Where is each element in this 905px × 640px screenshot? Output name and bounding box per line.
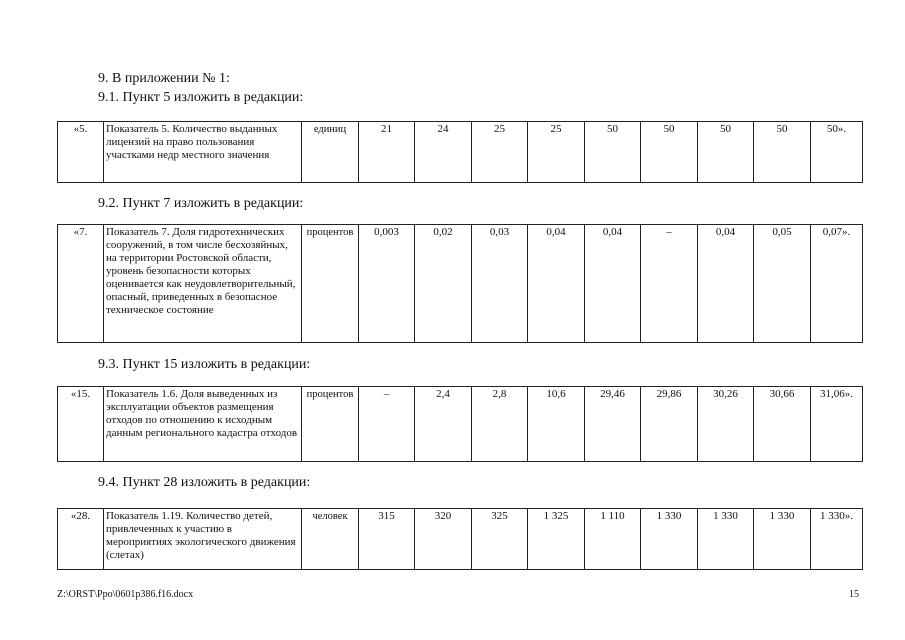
page-number: 15	[849, 589, 859, 600]
value-cell: 320	[415, 509, 472, 570]
heading-point-15: 9.3. Пункт 15 изложить в редакции:	[98, 357, 311, 372]
value-cell: 1 330».	[811, 509, 863, 570]
value-cell: 1 330	[698, 509, 754, 570]
value-cell: 2,4	[415, 387, 472, 462]
value-cell: 325	[472, 509, 528, 570]
value-cell: 29,86	[641, 387, 698, 462]
value-cell: 50	[754, 122, 811, 183]
unit-cell: единиц	[302, 122, 359, 183]
value-cell: 50	[641, 122, 698, 183]
value-cell: 50	[585, 122, 641, 183]
indicator-description: Показатель 1.19. Количество детей, привлеченных к участию в мероприятиях экологического движения (слетах)	[104, 509, 302, 570]
table-row	[58, 122, 863, 183]
unit-cell: человек	[302, 509, 359, 570]
value-cell: 50».	[811, 122, 863, 183]
table-point-28	[57, 508, 863, 570]
value-cell: 30,66	[754, 387, 811, 462]
heading-point-7: 9.2. Пункт 7 изложить в редакции:	[98, 196, 304, 211]
value-cell: –	[641, 225, 698, 343]
value-cell: 0,04	[528, 225, 585, 343]
unit-cell: процентов	[302, 225, 359, 343]
heading-point-5: 9.1. Пункт 5 изложить в редакции:	[98, 90, 304, 105]
unit-cell: процентов	[302, 387, 359, 462]
row-number: «15.	[58, 387, 104, 462]
indicator-description: Показатель 7. Доля гидротехнических сооружений, в том числе бесхозяйных, на территории Ростовской области, уровень безопасности которых оценивается как неудовлетворительный, опасный, приведенных в безопасное техническое состояние	[104, 225, 302, 343]
value-cell: 30,26	[698, 387, 754, 462]
value-cell: 1 330	[754, 509, 811, 570]
row-number: «28.	[58, 509, 104, 570]
value-cell: 25	[528, 122, 585, 183]
value-cell: 21	[359, 122, 415, 183]
value-cell: 0,04	[698, 225, 754, 343]
value-cell: 24	[415, 122, 472, 183]
table-point-15	[57, 386, 863, 462]
value-cell: 1 110	[585, 509, 641, 570]
value-cell: 0,003	[359, 225, 415, 343]
row-number: «5.	[58, 122, 104, 183]
table-row	[58, 225, 863, 343]
value-cell: 0,05	[754, 225, 811, 343]
value-cell: 0,07».	[811, 225, 863, 343]
value-cell: 25	[472, 122, 528, 183]
value-cell: 2,8	[472, 387, 528, 462]
value-cell: 31,06».	[811, 387, 863, 462]
indicator-description: Показатель 5. Количество выданных лицензий на право пользования участками недр местного значения	[104, 122, 302, 183]
value-cell: 0,02	[415, 225, 472, 343]
value-cell: 0,04	[585, 225, 641, 343]
table-point-5	[57, 121, 863, 183]
table-point-7	[57, 224, 863, 343]
heading-point-28: 9.4. Пункт 28 изложить в редакции:	[98, 475, 311, 490]
footer-file-path: Z:\ORST\Ppo\0601p386.f16.docx	[57, 589, 194, 600]
value-cell: 50	[698, 122, 754, 183]
value-cell: 1 330	[641, 509, 698, 570]
value-cell: 29,46	[585, 387, 641, 462]
value-cell: –	[359, 387, 415, 462]
row-number: «7.	[58, 225, 104, 343]
section-intro: 9. В приложении № 1:	[98, 71, 230, 86]
indicator-description: Показатель 1.6. Доля выведенных из эксплуатации объектов размещения отходов по отношению к исходным данным регионального кадастра отходов	[104, 387, 302, 462]
value-cell: 315	[359, 509, 415, 570]
table-row	[58, 387, 863, 462]
value-cell: 0,03	[472, 225, 528, 343]
value-cell: 1 325	[528, 509, 585, 570]
value-cell: 10,6	[528, 387, 585, 462]
table-row	[58, 509, 863, 570]
